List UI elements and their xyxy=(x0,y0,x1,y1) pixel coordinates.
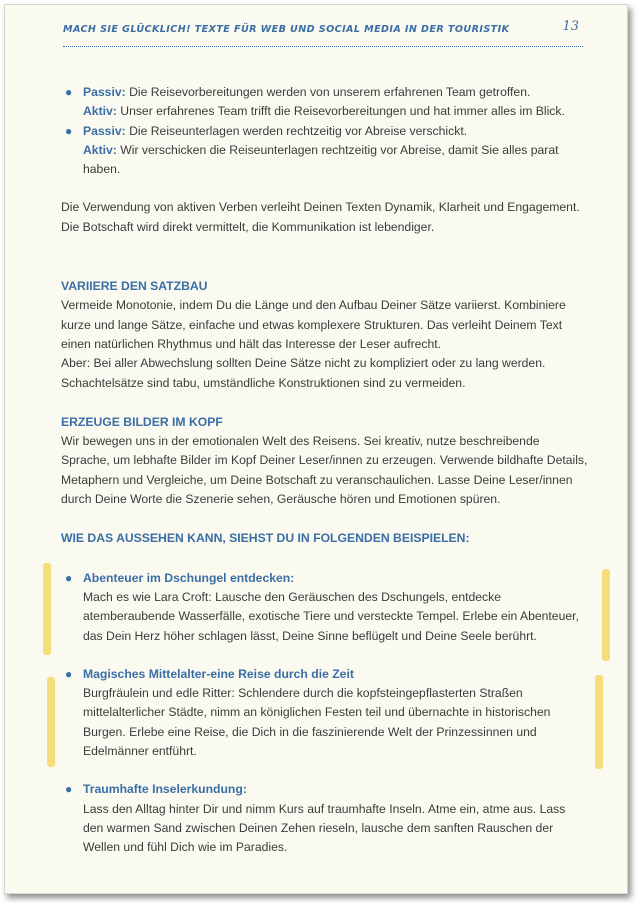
aktiv-label: Aktiv: xyxy=(83,142,117,157)
heading-satzbau: VARIIERE DEN SATZBAU xyxy=(61,279,208,294)
heading-beispiele: WIE DAS AUSSEHEN KANN, SIEHST DU IN FOLGENDEN BEISPIELEN: xyxy=(61,531,470,546)
list-item xyxy=(61,122,589,180)
intro-paragraph: Die Verwendung von aktiven Verben verleiht Deinen Texten Dynamik, Klarheit und Engagement. Die Botschaft wird direkt vermittelt, die Kommunikation ist lebendiger. xyxy=(61,200,580,234)
page-number: 13 xyxy=(562,19,579,34)
list-item xyxy=(61,665,589,761)
aktiv-text: Unser erfahrenes Team trifft die Reisevorbereitungen und hat immer alles im Blick. xyxy=(116,104,565,119)
passiv-text: Die Reiseunterlagen werden rechtzeitig vor Abreise verschickt. xyxy=(125,123,468,138)
highlighter-mark-right-2 xyxy=(595,675,603,769)
passiv-label: Passiv: xyxy=(83,85,126,99)
passiv-label: Passiv: xyxy=(83,123,126,138)
running-header xyxy=(63,19,583,47)
highlighter-mark-right-1 xyxy=(602,569,610,661)
list-item xyxy=(61,780,589,857)
highlighter-mark-left-2 xyxy=(47,677,55,767)
bilder-paragraph: Wir bewegen uns in der emotionalen Welt des Reisens. Sei kreativ, nutze beschreibende Sprache, um lebhafte Bilder im Kopf Deiner Leser/innen zu erzeugen. Verwende bildhafte Details, Metaphern und Vergleiche, um Deine Botschaft zu veranschaulichen. Lasse Deine Leser/innen durch Deine Worte die Szenerie sehen, Geräusche hören und Emotionen spüren. xyxy=(61,434,588,507)
header-title: MACH SIE GLÜCKLICH! TEXTE FÜR WEB UND SOCIAL MEDIA IN DER TOURISTIK xyxy=(63,24,510,35)
satzbau-paragraph-1: Vermeide Monotonie, indem Du die Länge und den Aufbau Deiner Sätze variierst. Kombiniere kurze und lange Sätze, einfache und etwas komplexere Strukturen. Das verleiht Deinem Text einen natürlichen Rhythmus und hält das Interesse der Leser aufrecht. xyxy=(61,298,566,351)
passiv-aktiv-list xyxy=(61,83,589,179)
bullet-dot-icon: ● xyxy=(65,570,73,585)
aktiv-text: Wir verschicken die Reiseunterlagen rechtzeitig vor Abreise, damit Sie alles parat haben. xyxy=(83,142,559,177)
example-title: Abenteuer im Dschungel entdecken: xyxy=(83,570,295,585)
bullet-dot-icon: ● xyxy=(65,85,73,99)
list-item xyxy=(61,83,589,122)
example-title: Magisches Mittelalter-eine Reise durch die Zeit xyxy=(83,666,354,681)
document-page xyxy=(4,4,628,894)
passiv-text: Die Reisevorbereitungen werden von unserem erfahrenen Team getroffen. xyxy=(125,85,531,99)
main-content xyxy=(61,83,589,858)
highlighter-mark-left-1 xyxy=(43,563,51,655)
aktiv-label: Aktiv: xyxy=(83,104,117,119)
bullet-dot-icon: ● xyxy=(65,782,73,797)
bullet-dot-icon: ● xyxy=(65,666,73,681)
satzbau-paragraph-2: Aber: Bei aller Abwechslung sollten Deine Sätze nicht zu kompliziert oder zu lang werden. Schachtelsätze sind tabu, umständliche Konstruktionen sind zu vermeiden. xyxy=(61,356,546,390)
example-title: Traumhafte Inselerkundung: xyxy=(83,782,247,797)
bullet-dot-icon: ● xyxy=(65,123,73,138)
example-text: Lass den Alltag hinter Dir und nimm Kurs auf traumhafte Inseln. Atme ein, atme aus. Lass den warmen Sand zwischen Deinen Zehen rieseln, lausche dem sanften Rauschen der Wellen und fühl Dich wie im Paradies. xyxy=(83,801,566,855)
list-item xyxy=(61,569,589,646)
heading-bilder: ERZEUGE BILDER IM KOPF xyxy=(61,414,223,429)
example-text: Mach es wie Lara Croft: Lausche den Geräuschen des Dschungels, entdecke atemberaubende Wasserfälle, exotische Tiere und versteckte Tempel. Erlebe ein Abenteuer, das Dein Herz höher schlagen lässt, Deine Sinne beflügelt und Deine Seele berührt. xyxy=(83,589,579,643)
examples-list xyxy=(61,569,589,858)
example-text: Burgfräulein und edle Ritter: Schlendere durch die kopfsteingepflasterten Straßen mittelalterlicher Städte, nimm an königlichen Festen teil und übernachte in historischen Burgen. Erlebe eine Reise, die Dich in die faszinierende Welt der Prinzessinnen und Edelmänner entführt. xyxy=(83,686,551,759)
